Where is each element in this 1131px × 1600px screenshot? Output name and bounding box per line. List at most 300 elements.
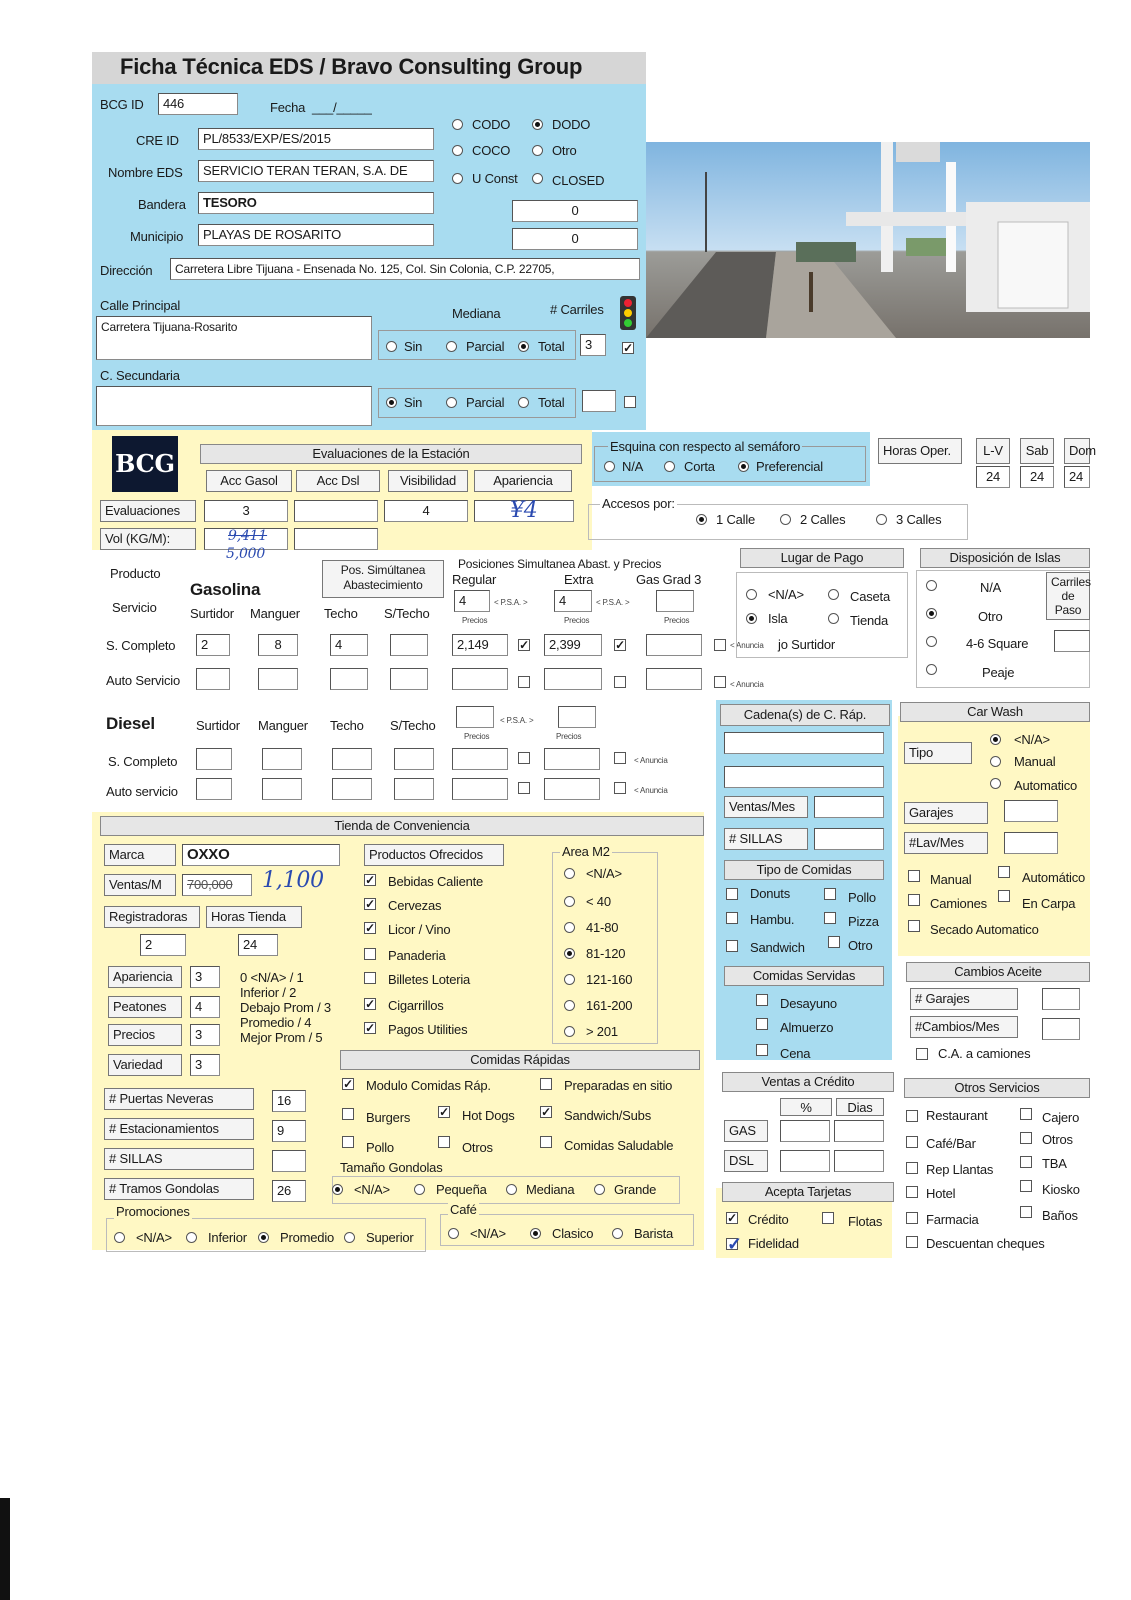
hambu-checkbox[interactable] (726, 912, 738, 924)
ca-camiones-label: C.A. a camiones (938, 1046, 1031, 1061)
cafe-na-label: <N/A> (470, 1226, 506, 1241)
sec-total-radio[interactable] (518, 397, 529, 408)
t-precios-field[interactable]: 3 (190, 1024, 220, 1046)
bandera-field[interactable]: TESORO (198, 192, 434, 214)
donuts-checkbox[interactable] (726, 888, 738, 900)
hotdogs-label: Hot Dogs (462, 1108, 515, 1123)
tarjeta-flotas-checkbox[interactable] (822, 1212, 834, 1224)
cafe-clasico-label: Clasico (552, 1226, 594, 1241)
vol-handwritten-1: 9,411 (228, 528, 268, 544)
tba-checkbox[interactable] (1020, 1156, 1032, 1168)
dom-field[interactable]: 24 (1064, 466, 1090, 488)
stecho-col: S/Techo (384, 606, 430, 621)
area-label: Area M2 (562, 844, 610, 859)
estac-field[interactable]: 9 (272, 1120, 306, 1142)
carwash-header: Car Wash (900, 702, 1090, 722)
dodo-label: DODO (552, 117, 591, 132)
cw-manual-checkbox[interactable] (908, 870, 920, 882)
islas-na-label: N/A (980, 580, 1002, 595)
pollo-label: Pollo (366, 1140, 394, 1155)
area-na-radio[interactable] (564, 868, 575, 879)
cw-na-radio[interactable] (990, 734, 1001, 745)
d-as-stecho[interactable] (394, 778, 434, 800)
coco-label: COCO (472, 143, 511, 158)
d-sc-checkbox[interactable] (518, 752, 530, 764)
precios-tag-d2: Precios (556, 732, 582, 741)
d-sc-precio[interactable] (452, 748, 508, 770)
diesel-heading: Diesel (106, 714, 155, 733)
otro-label: Otro (552, 143, 577, 158)
diesel-sc-label: S. Completo (108, 754, 178, 769)
tarjeta-credito-checkbox[interactable]: ✓ (727, 1211, 737, 1225)
psa-2: < P.S.A. > (596, 598, 630, 607)
as-precio-ext-field[interactable] (544, 668, 602, 690)
mediana-sin-radio[interactable] (386, 341, 397, 352)
pollo-checkbox[interactable] (342, 1136, 354, 1148)
as-precio-reg-field[interactable] (452, 668, 508, 690)
carriles-paso-label: Carriles de Paso (1046, 572, 1090, 620)
cafe-barista-label: Barista (634, 1226, 674, 1241)
municipio-label: Municipio (130, 229, 184, 244)
as-precio-gg-field[interactable] (646, 668, 702, 690)
closed-radio[interactable] (532, 173, 543, 184)
tramos-field[interactable]: 26 (272, 1180, 306, 1202)
as-ext-checkbox[interactable] (614, 676, 626, 688)
ca-camiones-checkbox[interactable] (916, 1048, 928, 1060)
cadena-sillas-label: # SILLAS (724, 828, 808, 850)
productos-header: Productos Ofrecidos (364, 844, 504, 866)
esquina-label: Esquina con respecto al semáforo (610, 439, 801, 454)
promo-sup-label: Superior (366, 1230, 414, 1245)
horas-tienda-field[interactable]: 24 (238, 934, 278, 956)
extra-label: Extra (564, 572, 594, 587)
otro-cad-checkbox[interactable] (828, 936, 840, 948)
cafe-na-radio[interactable] (448, 1228, 459, 1239)
islas-square-radio[interactable] (926, 636, 937, 647)
evals-header: Evaluaciones de la Estación (200, 444, 582, 464)
area-40-label: < 40 (586, 894, 611, 909)
cw-camiones-checkbox[interactable] (908, 894, 920, 906)
acc-gasol-field[interactable]: 3 (204, 500, 288, 522)
cadena-ventas-label: Ventas/Mes (724, 796, 808, 818)
area-120-radio[interactable] (564, 948, 575, 959)
psa-diesel: < P.S.A. > (500, 716, 534, 725)
credito-dias-header: Dias (836, 1098, 884, 1116)
codo-radio[interactable] (452, 119, 463, 130)
prod-bebidas-checkbox[interactable]: ✓ (365, 873, 375, 887)
islas-na-radio[interactable] (926, 580, 937, 591)
hambu-label: Hambu. (750, 912, 795, 927)
as-gg-checkbox[interactable] (714, 676, 726, 688)
gond-na-radio[interactable] (332, 1184, 343, 1195)
area-120-label: 81-120 (586, 946, 626, 961)
scan-edge (0, 1498, 10, 1600)
fecha-field[interactable]: ___/_____ (312, 100, 372, 115)
sc-surtidor-field[interactable]: 2 (196, 634, 230, 656)
acc-gasol-header: Acc Gasol (206, 470, 292, 492)
cre-id-label: CRE ID (136, 133, 179, 148)
area-40-radio[interactable] (564, 896, 575, 907)
d-as-surtidor[interactable] (196, 778, 232, 800)
d-sc-precio-2[interactable] (544, 748, 600, 770)
aceite-cambios-label: #Cambios/Mes (910, 1016, 1018, 1038)
tarjeta-fidelidad-checkbox[interactable]: ✓ (727, 1234, 742, 1254)
sec-parcial-radio[interactable] (446, 397, 457, 408)
saludable-checkbox[interactable] (540, 1136, 552, 1148)
carriles-label: # Carriles (550, 302, 604, 317)
d-as-manguer[interactable] (262, 778, 302, 800)
carriles-field[interactable]: 3 (580, 334, 606, 356)
cadena-field-2[interactable] (724, 766, 884, 788)
as-techo-field[interactable] (330, 668, 368, 690)
as-reg-checkbox[interactable] (518, 676, 530, 688)
cw-manual-label: Manual (1014, 754, 1056, 769)
precio-extra-field[interactable]: 2,399 (544, 634, 602, 656)
surtidor-col: Surtidor (190, 606, 234, 621)
promo-na-radio[interactable] (114, 1232, 125, 1243)
principal-checkbox[interactable]: ✓ (623, 341, 633, 355)
d-sc-checkbox-2[interactable] (614, 752, 626, 764)
prod-utilities-label: Pagos Utilities (388, 1022, 468, 1037)
otros-serv-checkbox[interactable] (1020, 1132, 1032, 1144)
farmacia-label: Farmacia (926, 1212, 979, 1227)
sc-techo-field[interactable]: 4 (330, 634, 368, 656)
d-as-checkbox-2[interactable] (614, 782, 626, 794)
scompleto-label: S. Completo (106, 638, 176, 653)
pago-caseta-label: Caseta (850, 589, 890, 604)
tipo-comidas-header: Tipo de Comidas (724, 860, 884, 880)
credito-gas-dias[interactable] (834, 1120, 884, 1142)
autoservicio-label: Auto Servicio (106, 673, 180, 688)
cw-lav-field[interactable] (1004, 832, 1058, 854)
sc-stecho-field[interactable] (390, 634, 428, 656)
prod-cervezas-label: Cervezas (388, 898, 442, 913)
gond-med-radio[interactable] (506, 1184, 517, 1195)
estac-label: # Estacionamientos (104, 1118, 254, 1140)
regular-anuncia-checkbox[interactable]: ✓ (519, 638, 529, 652)
coco-radio[interactable] (452, 145, 463, 156)
desayuno-checkbox[interactable] (756, 994, 768, 1006)
cw-garajes-field[interactable] (1004, 800, 1058, 822)
precios-tag-2: Precios (564, 616, 590, 625)
islas-square-label: 4-6 Square (966, 636, 1029, 651)
tarjeta-flotas-label: Flotas (848, 1214, 883, 1229)
puertas-field[interactable]: 16 (272, 1090, 306, 1112)
pollo-cad-checkbox[interactable] (824, 888, 836, 900)
cafe-barista-radio[interactable] (612, 1228, 623, 1239)
cajero-checkbox[interactable] (1020, 1108, 1032, 1120)
gondolas-label: Tamaño Gondolas (340, 1160, 443, 1175)
pizza-label: Pizza (848, 914, 879, 929)
esquina-na-label: N/A (622, 459, 644, 474)
tienda-header: Tienda de Conveniencia (100, 816, 704, 836)
precio-gasgrad-field[interactable] (646, 634, 702, 656)
sec-parcial-label: Parcial (466, 395, 505, 410)
sab-field[interactable]: 24 (1020, 466, 1054, 488)
gond-gra-radio[interactable] (594, 1184, 605, 1195)
aceite-cambios-field[interactable] (1042, 1018, 1080, 1040)
d-sc-surtidor[interactable] (196, 748, 232, 770)
numeric-field-2[interactable]: 0 (512, 228, 638, 250)
diesel-stecho-col: S/Techo (390, 718, 436, 733)
pago-isla-radio[interactable] (746, 613, 757, 624)
islas-otro-label: Otro (978, 609, 1003, 624)
direccion-field[interactable]: Carretera Libre Tijuana - Ensenada No. 125, Col. Sin Colonia, C.P. 22705, (170, 258, 640, 280)
d-as-precio-2[interactable] (544, 778, 600, 800)
promo-inf-label: Inferior (208, 1230, 247, 1245)
as-surtidor-field[interactable] (196, 668, 230, 690)
accesos-3-radio[interactable] (876, 514, 887, 525)
carwash-tipo-label: Tipo (904, 742, 972, 764)
lv-field[interactable]: 24 (976, 466, 1010, 488)
mediana-parcial-radio[interactable] (446, 341, 457, 352)
cw-lav-label: #Lav/Mes (904, 832, 988, 854)
calle-principal-field[interactable]: Carretera Tijuana-Rosarito (96, 316, 372, 360)
prod-licor-checkbox[interactable]: ✓ (365, 921, 375, 935)
gond-na-label: <N/A> (354, 1182, 390, 1197)
municipio-field[interactable]: PLAYAS DE ROSARITO (198, 224, 434, 246)
prod-utilities-checkbox[interactable]: ✓ (365, 1021, 375, 1035)
gond-peq-radio[interactable] (414, 1184, 425, 1195)
t-variedad-label: Variedad (108, 1054, 182, 1076)
cre-id-field[interactable]: PL/8533/EXP/ES/2015 (198, 128, 434, 150)
cafebar-checkbox[interactable] (906, 1136, 918, 1148)
t-apariencia-label: Apariencia (108, 966, 182, 988)
dom-label: Dom (1064, 438, 1090, 464)
preparadas-checkbox[interactable] (540, 1078, 552, 1090)
prod-cigarrillos-checkbox[interactable]: ✓ (365, 997, 375, 1011)
cadena-field-1[interactable] (724, 732, 884, 754)
pago-na-radio[interactable] (746, 589, 757, 600)
pago-na-label: <N/A> (768, 587, 804, 602)
cw-carpa-checkbox[interactable] (998, 890, 1010, 902)
apariencia-header: Apariencia (474, 470, 572, 492)
pollo-cad-label: Pollo (848, 890, 876, 905)
pago-isla-label: Isla (768, 611, 788, 626)
otros-checkbox[interactable] (438, 1136, 450, 1148)
vol-dsl-field[interactable] (294, 528, 378, 550)
acc-dsl-header: Acc Dsl (296, 470, 380, 492)
credito-dsl-dias[interactable] (834, 1150, 884, 1172)
bcg-id-field[interactable]: 446 (158, 93, 238, 115)
precio-regular-field[interactable]: 2,149 (452, 634, 508, 656)
cadena-sillas-field[interactable] (814, 828, 884, 850)
acc-dsl-field[interactable] (294, 500, 378, 522)
calle-secundaria-label: C. Secundaria (100, 368, 180, 383)
aceite-header: Cambios Aceite (906, 962, 1090, 982)
calle-secundaria-field[interactable] (96, 386, 372, 426)
nombre-label: Nombre EDS (108, 165, 183, 180)
anuncia-tag-4: < Anuncia (634, 786, 668, 795)
cw-automatico-checkbox[interactable] (998, 866, 1010, 878)
area-160-label: 121-160 (586, 972, 633, 987)
diesel-pos-field[interactable] (456, 706, 494, 728)
d-sc-stecho[interactable] (394, 748, 434, 770)
gasgrad-pos-field[interactable] (656, 590, 694, 612)
otro-radio[interactable] (532, 145, 543, 156)
subs-checkbox[interactable]: ✓ (541, 1105, 551, 1119)
area-na-label: <N/A> (586, 866, 622, 881)
area-80-label: 41-80 (586, 920, 619, 935)
accesos-2-radio[interactable] (780, 514, 791, 525)
carriles-paso-field[interactable] (1054, 630, 1090, 652)
burgers-checkbox[interactable] (342, 1108, 354, 1120)
pizza-checkbox[interactable] (824, 912, 836, 924)
otros-header: Otros Servicios (904, 1078, 1090, 1098)
marca-field[interactable]: OXXO (182, 844, 340, 866)
farmacia-checkbox[interactable] (906, 1212, 918, 1224)
banos-checkbox[interactable] (1020, 1206, 1032, 1218)
puertas-label: # Puertas Neveras (104, 1088, 254, 1110)
otro-cad-label: Otro (848, 938, 873, 953)
extra-anuncia-checkbox[interactable]: ✓ (615, 638, 625, 652)
prod-panaderia-checkbox[interactable] (364, 948, 376, 960)
t-apariencia-field[interactable]: 3 (190, 966, 220, 988)
pos-simultanea-header (322, 560, 444, 598)
d-as-checkbox[interactable] (518, 782, 530, 794)
esquina-pref-radio[interactable] (738, 461, 749, 472)
area-160-radio[interactable] (564, 974, 575, 985)
sc-manguer-field[interactable]: 8 (258, 634, 298, 656)
prod-cervezas-checkbox[interactable]: ✓ (365, 897, 375, 911)
cw-camiones-label: Camiones (930, 896, 987, 911)
area-201-radio[interactable] (564, 1026, 575, 1037)
area-80-radio[interactable] (564, 922, 575, 933)
islas-otro-radio[interactable] (926, 608, 937, 619)
cadena-header: Cadena(s) de C. Ráp. (720, 704, 890, 726)
t-peatones-field[interactable]: 4 (190, 996, 220, 1018)
d-as-techo[interactable] (332, 778, 372, 800)
prod-loteria-label: Billetes Loteria (388, 972, 471, 987)
t-variedad-field[interactable]: 3 (190, 1054, 220, 1076)
servidas-header: Comidas Servidas (724, 966, 884, 986)
cw-auto-radio[interactable] (990, 778, 1001, 789)
cadena-ventas-field[interactable] (814, 796, 884, 818)
servicio-label: Servicio (112, 600, 157, 615)
page-title: Ficha Técnica EDS / Bravo Consulting Group (120, 54, 583, 79)
promo-sup-radio[interactable] (344, 1232, 355, 1243)
extra-pos-field[interactable]: 4 (554, 590, 592, 612)
tba-label: TBA (1042, 1156, 1067, 1171)
apariencia-handwritten: ¥4 (510, 498, 538, 523)
d-sc-techo[interactable] (332, 748, 372, 770)
hotdogs-checkbox[interactable]: ✓ (439, 1105, 449, 1119)
sec-sin-radio[interactable] (386, 397, 397, 408)
regular-label: Regular (452, 572, 497, 587)
cafe-clasico-radio[interactable] (530, 1228, 541, 1239)
lugar-pago-header: Lugar de Pago (740, 548, 904, 568)
llantas-label: Rep Llantas (926, 1162, 994, 1177)
sandwich-label: Sandwich (750, 940, 805, 955)
desayuno-label: Desayuno (780, 996, 837, 1011)
techo-col: Techo (324, 606, 358, 621)
area-200-radio[interactable] (564, 1000, 575, 1011)
sec-carriles-field[interactable] (582, 390, 616, 412)
sandwich-checkbox[interactable] (726, 940, 738, 952)
esquina-pref-label: Preferencial (756, 459, 823, 474)
promo-prom-radio[interactable] (258, 1232, 269, 1243)
as-stecho-field[interactable] (390, 668, 428, 690)
gond-med-label: Mediana (526, 1182, 575, 1197)
credito-gas-pct[interactable] (780, 1120, 830, 1142)
d-sc-manguer[interactable] (262, 748, 302, 770)
fecha-label: Fecha (270, 100, 306, 115)
banos-label: Baños (1042, 1208, 1078, 1223)
credito-gas-label: GAS (724, 1120, 768, 1142)
t-precios-label: Precios (108, 1024, 182, 1046)
gond-peq-label: Pequeña (436, 1182, 487, 1197)
registradoras-field[interactable]: 2 (140, 934, 186, 956)
calle-principal-label: Calle Principal (100, 298, 181, 313)
t-sillas-field[interactable] (272, 1150, 306, 1172)
esquina-na-radio[interactable] (604, 461, 615, 472)
nombre-field[interactable]: SERVICIO TERAN TERAN, S.A. DE (198, 160, 434, 182)
visibilidad-field[interactable]: 4 (384, 500, 468, 522)
cheques-checkbox[interactable] (906, 1236, 918, 1248)
kiosko-checkbox[interactable] (1020, 1180, 1032, 1192)
restaurant-checkbox[interactable] (906, 1110, 918, 1122)
mediana-total-radio[interactable] (518, 341, 529, 352)
diesel-pos-field-2[interactable] (558, 706, 596, 728)
t-peatones-label: Peatones (108, 996, 182, 1018)
credito-dsl-pct[interactable] (780, 1150, 830, 1172)
cena-checkbox[interactable] (756, 1044, 768, 1056)
prod-loteria-checkbox[interactable] (364, 972, 376, 984)
pago-tienda-radio[interactable] (828, 613, 839, 624)
prod-cigarrillos-label: Cigarrillos (388, 998, 444, 1013)
otros-label: Otros (462, 1140, 493, 1155)
precios-tag-1: Precios (462, 616, 488, 625)
diesel-techo-col: Techo (330, 718, 364, 733)
gasgrad-anuncia-checkbox[interactable] (714, 639, 726, 651)
modulo-checkbox[interactable]: ✓ (343, 1077, 353, 1091)
regular-pos-field[interactable]: 4 (454, 590, 490, 612)
cw-manual-radio[interactable] (990, 756, 1001, 767)
accesos-1-radio[interactable] (696, 514, 707, 525)
almuerzo-checkbox[interactable] (756, 1018, 768, 1030)
burgers-label: Burgers (366, 1110, 411, 1125)
codo-label: CODO (472, 117, 511, 132)
d-as-precio[interactable] (452, 778, 508, 800)
sec-checkbox[interactable] (624, 396, 636, 408)
producto-label: Producto (110, 566, 161, 581)
aceite-garajes-field[interactable] (1042, 988, 1080, 1010)
promo-inf-radio[interactable] (186, 1232, 197, 1243)
ventas-field[interactable]: 700,000 (182, 874, 252, 896)
pago-tienda-label: Tienda (850, 613, 889, 628)
cw-secado-checkbox[interactable] (908, 920, 920, 932)
pago-caseta-radio[interactable] (828, 589, 839, 600)
dodo-radio[interactable] (532, 119, 543, 130)
accesos-3-label: 3 Calles (896, 512, 942, 527)
donuts-label: Donuts (750, 886, 790, 901)
islas-peaje-radio[interactable] (926, 664, 937, 675)
tarjeta-credito-label: Crédito (748, 1212, 789, 1227)
esquina-corta-radio[interactable] (664, 461, 675, 472)
modulo-label: Modulo Comidas Ráp. (366, 1078, 491, 1093)
cafebar-label: Café/Bar (926, 1136, 976, 1151)
psa-1: < P.S.A. > (494, 598, 528, 607)
as-manguer-field[interactable] (258, 668, 298, 690)
hotel-checkbox[interactable] (906, 1186, 918, 1198)
anuncia-tag-3: < Anuncia (634, 756, 668, 765)
accesos-2-label: 2 Calles (800, 512, 846, 527)
marca-label: Marca (104, 844, 176, 866)
uconst-radio[interactable] (452, 173, 463, 184)
cw-garajes-label: Garajes (904, 802, 988, 824)
numeric-field-1[interactable]: 0 (512, 200, 638, 222)
llantas-checkbox[interactable] (906, 1162, 918, 1174)
